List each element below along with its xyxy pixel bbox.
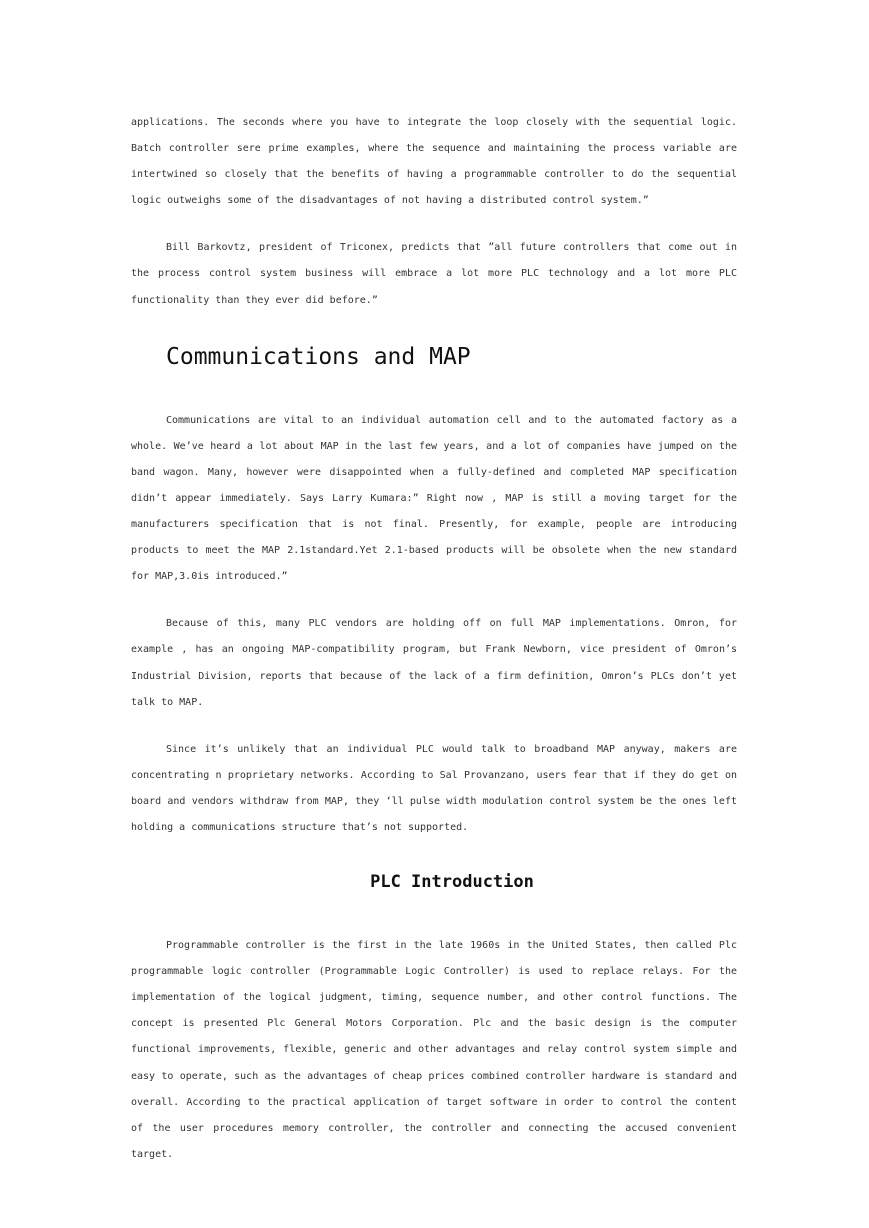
document-page (131, 110, 737, 1168)
paragraph-proprietary-networks: Since it’s unlikely that an individual PLC would talk to broadband MAP anyway, makers are concentrating n proprietary networks. According to Sal Provanzano, users fear that if they do get on board and vendors withdraw from MAP, they ‘ll pulse width modulation control system be the ones left holding a communications structure that’s not supported. (131, 743, 737, 833)
paragraph-gap (131, 590, 737, 611)
paragraph-communications: Communications are vital to an individual automation cell and to the automated factory as a whole. We’ve heard a lot about MAP in the last few years, and a lot of companies have jumped on the band wagon. Many, however were disappointed when a fully-defined and completed MAP specification didn’t appear immediately. Says Larry Kumara:” Right now , MAP is still a moving target for the manufacturers specification that is not final. Presently, for example, people are introducing products to meet the MAP 2.1standard.Yet 2.1-based products will be obsolete when the new standard for MAP,3.0is introduced.” (131, 414, 737, 583)
heading-gap (131, 372, 737, 408)
heading-gap (131, 841, 737, 871)
paragraph-gap (131, 716, 737, 737)
paragraph-omron: Because of this, many PLC vendors are holding off on full MAP implementations. Omron, for example , has an ongoing MAP-compatibility program, but Frank Newborn, vice president of Omron’s Industrial Division, reports that because of the lack of a firm definition, Omron’s PLCs don’t yet talk to MAP. (131, 618, 737, 708)
heading-gap (131, 893, 737, 933)
paragraph-barkovtz-quote: Bill Barkovtz, president of Triconex, predicts that ”all future controllers that come out in the process control system business will embrace a lot more PLC technology and a lot more PLC functionality than they ever did before.” (131, 242, 737, 306)
section-heading-plc-introduction: PLC Introduction (370, 872, 534, 893)
paragraph-plc-introduction: Programmable controller is the first in the late 1960s in the United States, then called Plc programmable logic controller (Programmable Logic Controller) is used to replace relays. For the implementation of the logical judgment, timing, sequence number, and other control functions. The concept is presented Plc General Motors Corporation. Plc and the basic design is the computer functional improvements, flexible, generic and other advantages and relay control system simple and easy to operate, such as the advantages of cheap prices combined controller hardware is standard and overall. According to the practical application of target software in order to control the content of the user procedures memory controller, the controller and connecting the accused convenient target. (131, 940, 737, 1160)
section-heading-communications: Communications and MAP (166, 343, 471, 370)
paragraph-gap (131, 214, 737, 235)
paragraph-batch-controllers: applications. The seconds where you have to integrate the loop closely with the sequential logic. Batch controller sere prime examples, where the sequence and maintaining the process variable are intertwined so closely that the benefits of having a programmable controller to do the sequential logic outweighs some of the disadvantages of not having a distributed control system.” (131, 117, 737, 207)
